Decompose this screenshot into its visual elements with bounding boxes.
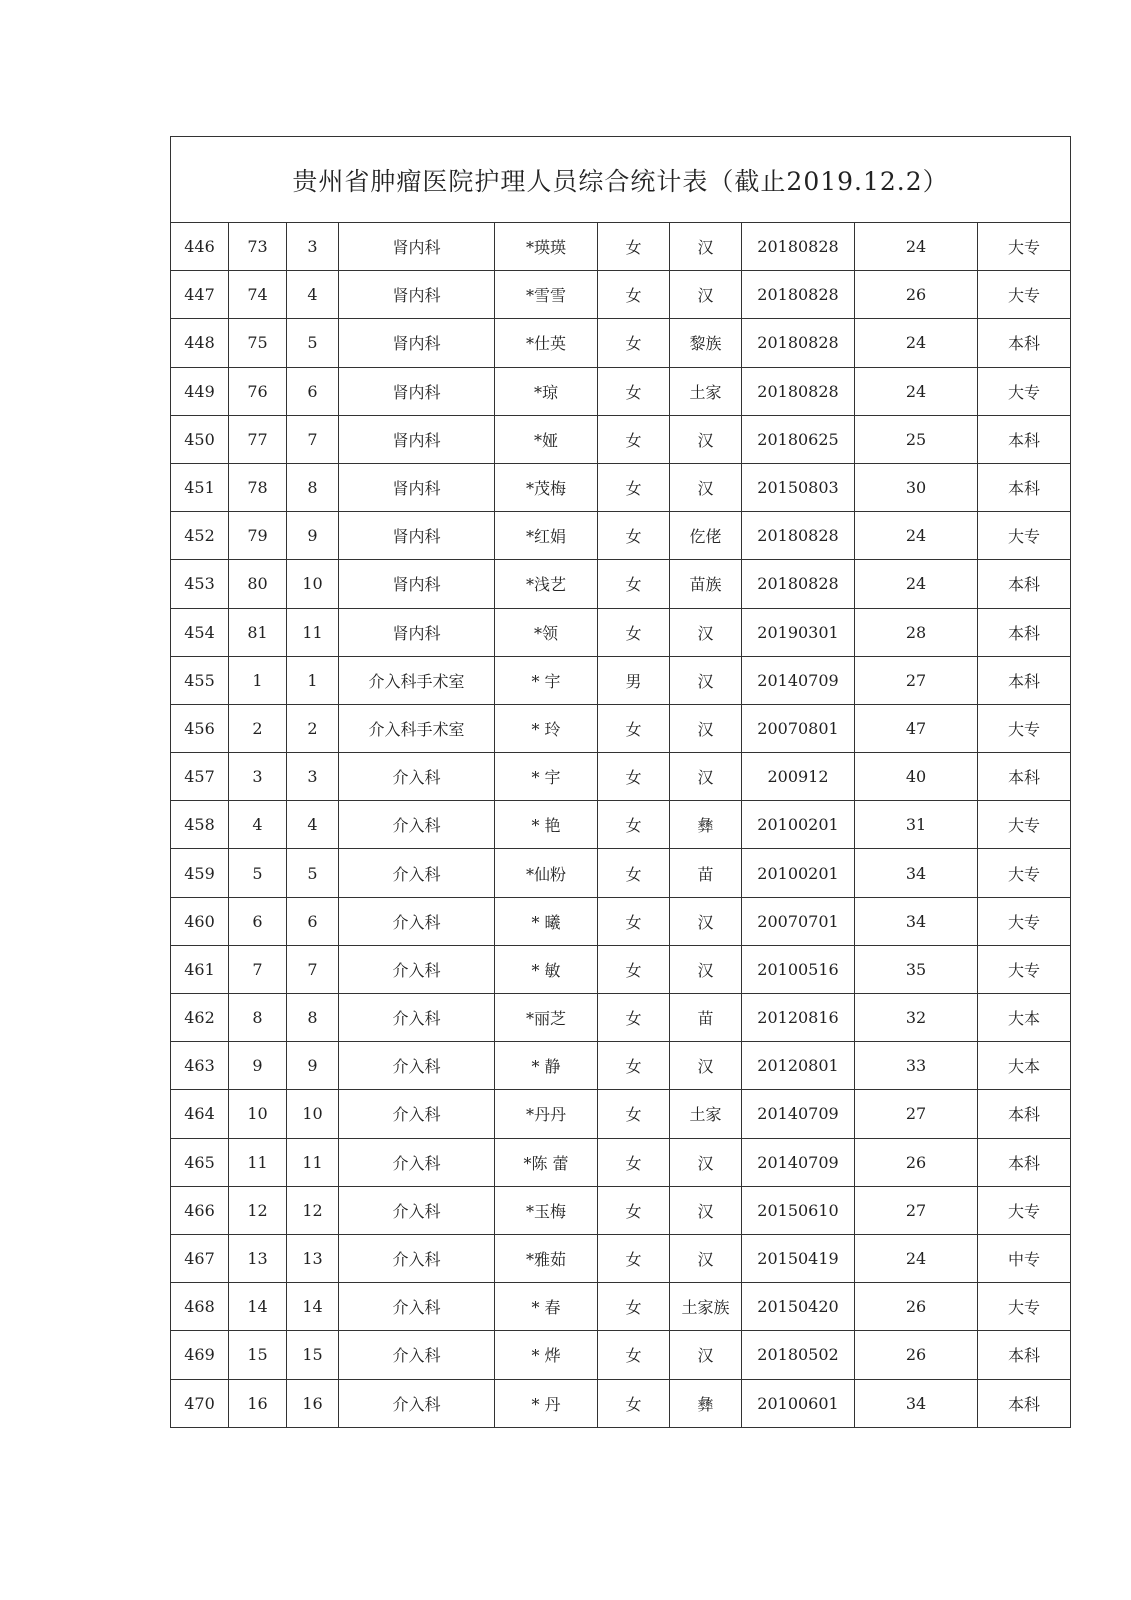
department-cell: 介入科 [339, 1331, 495, 1379]
age-cell: 26 [855, 1138, 978, 1186]
table-row [171, 367, 1071, 415]
education-cell: 大本 [978, 1042, 1071, 1090]
age-cell: 34 [855, 849, 978, 897]
total-index-cell: 465 [171, 1138, 229, 1186]
ethnicity-cell: 汉 [670, 608, 742, 656]
education-cell: 本科 [978, 1090, 1071, 1138]
table-row [171, 897, 1071, 945]
ethnicity-cell: 苗 [670, 994, 742, 1042]
name-cell: *丽芝 [495, 994, 598, 1042]
nurse-statistics-table [170, 136, 1071, 1428]
start-date-cell: 20100201 [742, 849, 855, 897]
sub-index-cell: 3 [287, 753, 339, 801]
department-cell: 介入科 [339, 897, 495, 945]
dept-index-cell: 3 [229, 753, 287, 801]
total-index-cell: 446 [171, 223, 229, 271]
table-title: 贵州省肿瘤医院护理人员综合统计表（截止2019.12.2） [171, 137, 1071, 223]
table-row [171, 1379, 1071, 1427]
department-cell: 介入科 [339, 1283, 495, 1331]
start-date-cell: 20140709 [742, 1138, 855, 1186]
department-cell: 肾内科 [339, 608, 495, 656]
department-cell: 肾内科 [339, 223, 495, 271]
education-cell: 本科 [978, 560, 1071, 608]
name-cell: * 烨 [495, 1331, 598, 1379]
sub-index-cell: 3 [287, 223, 339, 271]
age-cell: 26 [855, 1283, 978, 1331]
start-date-cell: 20140709 [742, 656, 855, 704]
education-cell: 大专 [978, 1186, 1071, 1234]
education-cell: 本科 [978, 656, 1071, 704]
dept-index-cell: 7 [229, 945, 287, 993]
ethnicity-cell: 土家族 [670, 1283, 742, 1331]
gender-cell: 女 [598, 801, 670, 849]
start-date-cell: 20180625 [742, 415, 855, 463]
department-cell: 肾内科 [339, 415, 495, 463]
education-cell: 本科 [978, 608, 1071, 656]
sub-index-cell: 14 [287, 1283, 339, 1331]
ethnicity-cell: 汉 [670, 415, 742, 463]
start-date-cell: 20100516 [742, 945, 855, 993]
total-index-cell: 449 [171, 367, 229, 415]
education-cell: 本科 [978, 753, 1071, 801]
total-index-cell: 463 [171, 1042, 229, 1090]
total-index-cell: 459 [171, 849, 229, 897]
sub-index-cell: 10 [287, 1090, 339, 1138]
table-row [171, 608, 1071, 656]
gender-cell: 男 [598, 656, 670, 704]
gender-cell: 女 [598, 1090, 670, 1138]
sub-index-cell: 8 [287, 994, 339, 1042]
age-cell: 26 [855, 271, 978, 319]
dept-index-cell: 13 [229, 1234, 287, 1282]
total-index-cell: 450 [171, 415, 229, 463]
total-index-cell: 455 [171, 656, 229, 704]
start-date-cell: 20150420 [742, 1283, 855, 1331]
education-cell: 大专 [978, 512, 1071, 560]
ethnicity-cell: 彝 [670, 1379, 742, 1427]
gender-cell: 女 [598, 319, 670, 367]
ethnicity-cell: 汉 [670, 1331, 742, 1379]
sub-index-cell: 16 [287, 1379, 339, 1427]
ethnicity-cell: 汉 [670, 704, 742, 752]
education-cell: 本科 [978, 1331, 1071, 1379]
department-cell: 介入科 [339, 1138, 495, 1186]
name-cell: *仕英 [495, 319, 598, 367]
dept-index-cell: 11 [229, 1138, 287, 1186]
name-cell: *红娟 [495, 512, 598, 560]
start-date-cell: 20100601 [742, 1379, 855, 1427]
department-cell: 介入科 [339, 945, 495, 993]
dept-index-cell: 10 [229, 1090, 287, 1138]
sub-index-cell: 11 [287, 1138, 339, 1186]
age-cell: 33 [855, 1042, 978, 1090]
dept-index-cell: 5 [229, 849, 287, 897]
dept-index-cell: 9 [229, 1042, 287, 1090]
gender-cell: 女 [598, 223, 670, 271]
education-cell: 大专 [978, 1283, 1071, 1331]
sub-index-cell: 7 [287, 415, 339, 463]
sub-index-cell: 6 [287, 367, 339, 415]
name-cell: * 曦 [495, 897, 598, 945]
age-cell: 34 [855, 897, 978, 945]
gender-cell: 女 [598, 849, 670, 897]
start-date-cell: 20140709 [742, 1090, 855, 1138]
age-cell: 24 [855, 560, 978, 608]
age-cell: 24 [855, 1234, 978, 1282]
age-cell: 25 [855, 415, 978, 463]
sub-index-cell: 5 [287, 849, 339, 897]
education-cell: 本科 [978, 319, 1071, 367]
name-cell: *雅茹 [495, 1234, 598, 1282]
sub-index-cell: 5 [287, 319, 339, 367]
education-cell: 本科 [978, 463, 1071, 511]
table-row [171, 1186, 1071, 1234]
dept-index-cell: 14 [229, 1283, 287, 1331]
education-cell: 大专 [978, 704, 1071, 752]
dept-index-cell: 2 [229, 704, 287, 752]
name-cell: * 玲 [495, 704, 598, 752]
age-cell: 30 [855, 463, 978, 511]
table-row [171, 1331, 1071, 1379]
age-cell: 24 [855, 512, 978, 560]
gender-cell: 女 [598, 608, 670, 656]
start-date-cell: 20180828 [742, 271, 855, 319]
dept-index-cell: 1 [229, 656, 287, 704]
gender-cell: 女 [598, 1331, 670, 1379]
total-index-cell: 460 [171, 897, 229, 945]
education-cell: 大专 [978, 945, 1071, 993]
table-row [171, 656, 1071, 704]
table-row [171, 994, 1071, 1042]
name-cell: *仙粉 [495, 849, 598, 897]
dept-index-cell: 77 [229, 415, 287, 463]
age-cell: 24 [855, 223, 978, 271]
sub-index-cell: 8 [287, 463, 339, 511]
sub-index-cell: 10 [287, 560, 339, 608]
dept-index-cell: 73 [229, 223, 287, 271]
dept-index-cell: 81 [229, 608, 287, 656]
table-row [171, 1283, 1071, 1331]
gender-cell: 女 [598, 415, 670, 463]
total-index-cell: 464 [171, 1090, 229, 1138]
table-row [171, 319, 1071, 367]
ethnicity-cell: 汉 [670, 1042, 742, 1090]
ethnicity-cell: 土家 [670, 367, 742, 415]
dept-index-cell: 78 [229, 463, 287, 511]
name-cell: *茂梅 [495, 463, 598, 511]
table-row [171, 512, 1071, 560]
education-cell: 中专 [978, 1234, 1071, 1282]
dept-index-cell: 6 [229, 897, 287, 945]
start-date-cell: 20100201 [742, 801, 855, 849]
gender-cell: 女 [598, 1283, 670, 1331]
ethnicity-cell: 汉 [670, 223, 742, 271]
total-index-cell: 462 [171, 994, 229, 1042]
age-cell: 47 [855, 704, 978, 752]
dept-index-cell: 79 [229, 512, 287, 560]
dept-index-cell: 75 [229, 319, 287, 367]
education-cell: 本科 [978, 1379, 1071, 1427]
ethnicity-cell: 苗 [670, 849, 742, 897]
name-cell: *琼 [495, 367, 598, 415]
table-row [171, 1234, 1071, 1282]
total-index-cell: 447 [171, 271, 229, 319]
department-cell: 肾内科 [339, 271, 495, 319]
dept-index-cell: 4 [229, 801, 287, 849]
name-cell: *浅艺 [495, 560, 598, 608]
age-cell: 34 [855, 1379, 978, 1427]
education-cell: 大专 [978, 897, 1071, 945]
name-cell: *丹丹 [495, 1090, 598, 1138]
table-row [171, 223, 1071, 271]
dept-index-cell: 12 [229, 1186, 287, 1234]
age-cell: 35 [855, 945, 978, 993]
table-row [171, 463, 1071, 511]
total-index-cell: 467 [171, 1234, 229, 1282]
ethnicity-cell: 汉 [670, 656, 742, 704]
ethnicity-cell: 仡佬 [670, 512, 742, 560]
dept-index-cell: 15 [229, 1331, 287, 1379]
table-row [171, 415, 1071, 463]
table-row [171, 1042, 1071, 1090]
start-date-cell: 20180828 [742, 560, 855, 608]
name-cell: *玉梅 [495, 1186, 598, 1234]
start-date-cell: 20070701 [742, 897, 855, 945]
age-cell: 40 [855, 753, 978, 801]
name-cell: * 丹 [495, 1379, 598, 1427]
department-cell: 肾内科 [339, 512, 495, 560]
name-cell: * 宇 [495, 656, 598, 704]
sub-index-cell: 4 [287, 801, 339, 849]
total-index-cell: 468 [171, 1283, 229, 1331]
gender-cell: 女 [598, 1379, 670, 1427]
start-date-cell: 20180828 [742, 319, 855, 367]
department-cell: 介入科 [339, 994, 495, 1042]
start-date-cell: 20190301 [742, 608, 855, 656]
total-index-cell: 454 [171, 608, 229, 656]
department-cell: 肾内科 [339, 560, 495, 608]
sub-index-cell: 11 [287, 608, 339, 656]
age-cell: 24 [855, 367, 978, 415]
department-cell: 介入科 [339, 801, 495, 849]
total-index-cell: 470 [171, 1379, 229, 1427]
sub-index-cell: 9 [287, 512, 339, 560]
name-cell: *陈 蕾 [495, 1138, 598, 1186]
total-index-cell: 451 [171, 463, 229, 511]
table-row [171, 1090, 1071, 1138]
start-date-cell: 20120801 [742, 1042, 855, 1090]
start-date-cell: 20180502 [742, 1331, 855, 1379]
table-row [171, 704, 1071, 752]
education-cell: 本科 [978, 1138, 1071, 1186]
age-cell: 27 [855, 656, 978, 704]
total-index-cell: 466 [171, 1186, 229, 1234]
department-cell: 介入科 [339, 1042, 495, 1090]
ethnicity-cell: 土家 [670, 1090, 742, 1138]
start-date-cell: 20150610 [742, 1186, 855, 1234]
education-cell: 本科 [978, 415, 1071, 463]
department-cell: 介入科 [339, 849, 495, 897]
table-row [171, 560, 1071, 608]
department-cell: 介入科 [339, 753, 495, 801]
education-cell: 大专 [978, 271, 1071, 319]
education-cell: 大专 [978, 849, 1071, 897]
gender-cell: 女 [598, 753, 670, 801]
department-cell: 介入科 [339, 1379, 495, 1427]
start-date-cell: 20120816 [742, 994, 855, 1042]
gender-cell: 女 [598, 512, 670, 560]
name-cell: * 艳 [495, 801, 598, 849]
sub-index-cell: 13 [287, 1234, 339, 1282]
sub-index-cell: 1 [287, 656, 339, 704]
age-cell: 31 [855, 801, 978, 849]
start-date-cell: 20070801 [742, 704, 855, 752]
name-cell: *雪雪 [495, 271, 598, 319]
age-cell: 28 [855, 608, 978, 656]
sub-index-cell: 2 [287, 704, 339, 752]
age-cell: 32 [855, 994, 978, 1042]
name-cell: *领 [495, 608, 598, 656]
ethnicity-cell: 汉 [670, 1234, 742, 1282]
department-cell: 肾内科 [339, 463, 495, 511]
start-date-cell: 20150419 [742, 1234, 855, 1282]
table-row [171, 753, 1071, 801]
start-date-cell: 20180828 [742, 512, 855, 560]
department-cell: 介入科 [339, 1186, 495, 1234]
gender-cell: 女 [598, 945, 670, 993]
gender-cell: 女 [598, 994, 670, 1042]
education-cell: 大专 [978, 223, 1071, 271]
name-cell: *瑛瑛 [495, 223, 598, 271]
total-index-cell: 453 [171, 560, 229, 608]
ethnicity-cell: 汉 [670, 463, 742, 511]
ethnicity-cell: 汉 [670, 945, 742, 993]
department-cell: 介入科 [339, 1090, 495, 1138]
total-index-cell: 452 [171, 512, 229, 560]
start-date-cell: 20150803 [742, 463, 855, 511]
age-cell: 24 [855, 319, 978, 367]
sub-index-cell: 7 [287, 945, 339, 993]
gender-cell: 女 [598, 1138, 670, 1186]
start-date-cell: 20180828 [742, 223, 855, 271]
name-cell: * 静 [495, 1042, 598, 1090]
ethnicity-cell: 汉 [670, 271, 742, 319]
table-row [171, 945, 1071, 993]
dept-index-cell: 8 [229, 994, 287, 1042]
start-date-cell: 20180828 [742, 367, 855, 415]
total-index-cell: 457 [171, 753, 229, 801]
department-cell: 肾内科 [339, 319, 495, 367]
ethnicity-cell: 苗族 [670, 560, 742, 608]
total-index-cell: 461 [171, 945, 229, 993]
education-cell: 大专 [978, 367, 1071, 415]
sub-index-cell: 6 [287, 897, 339, 945]
table-row [171, 849, 1071, 897]
dept-index-cell: 16 [229, 1379, 287, 1427]
total-index-cell: 448 [171, 319, 229, 367]
ethnicity-cell: 黎族 [670, 319, 742, 367]
sub-index-cell: 12 [287, 1186, 339, 1234]
dept-index-cell: 80 [229, 560, 287, 608]
gender-cell: 女 [598, 463, 670, 511]
ethnicity-cell: 汉 [670, 897, 742, 945]
name-cell: *娅 [495, 415, 598, 463]
dept-index-cell: 76 [229, 367, 287, 415]
statistics-sheet [170, 136, 1070, 1428]
sub-index-cell: 4 [287, 271, 339, 319]
gender-cell: 女 [598, 897, 670, 945]
education-cell: 大本 [978, 994, 1071, 1042]
total-index-cell: 456 [171, 704, 229, 752]
department-cell: 肾内科 [339, 367, 495, 415]
name-cell: * 春 [495, 1283, 598, 1331]
gender-cell: 女 [598, 367, 670, 415]
gender-cell: 女 [598, 560, 670, 608]
ethnicity-cell: 汉 [670, 753, 742, 801]
start-date-cell: 200912 [742, 753, 855, 801]
total-index-cell: 458 [171, 801, 229, 849]
gender-cell: 女 [598, 271, 670, 319]
table-row [171, 1138, 1071, 1186]
gender-cell: 女 [598, 1186, 670, 1234]
gender-cell: 女 [598, 1042, 670, 1090]
ethnicity-cell: 汉 [670, 1186, 742, 1234]
department-cell: 介入科手术室 [339, 656, 495, 704]
gender-cell: 女 [598, 1234, 670, 1282]
dept-index-cell: 74 [229, 271, 287, 319]
name-cell: * 敏 [495, 945, 598, 993]
department-cell: 介入科手术室 [339, 704, 495, 752]
age-cell: 26 [855, 1331, 978, 1379]
gender-cell: 女 [598, 704, 670, 752]
sub-index-cell: 15 [287, 1331, 339, 1379]
table-row [171, 801, 1071, 849]
age-cell: 27 [855, 1090, 978, 1138]
age-cell: 27 [855, 1186, 978, 1234]
department-cell: 介入科 [339, 1234, 495, 1282]
education-cell: 大专 [978, 801, 1071, 849]
name-cell: * 宇 [495, 753, 598, 801]
total-index-cell: 469 [171, 1331, 229, 1379]
ethnicity-cell: 彝 [670, 801, 742, 849]
sub-index-cell: 9 [287, 1042, 339, 1090]
ethnicity-cell: 汉 [670, 1138, 742, 1186]
table-row [171, 271, 1071, 319]
